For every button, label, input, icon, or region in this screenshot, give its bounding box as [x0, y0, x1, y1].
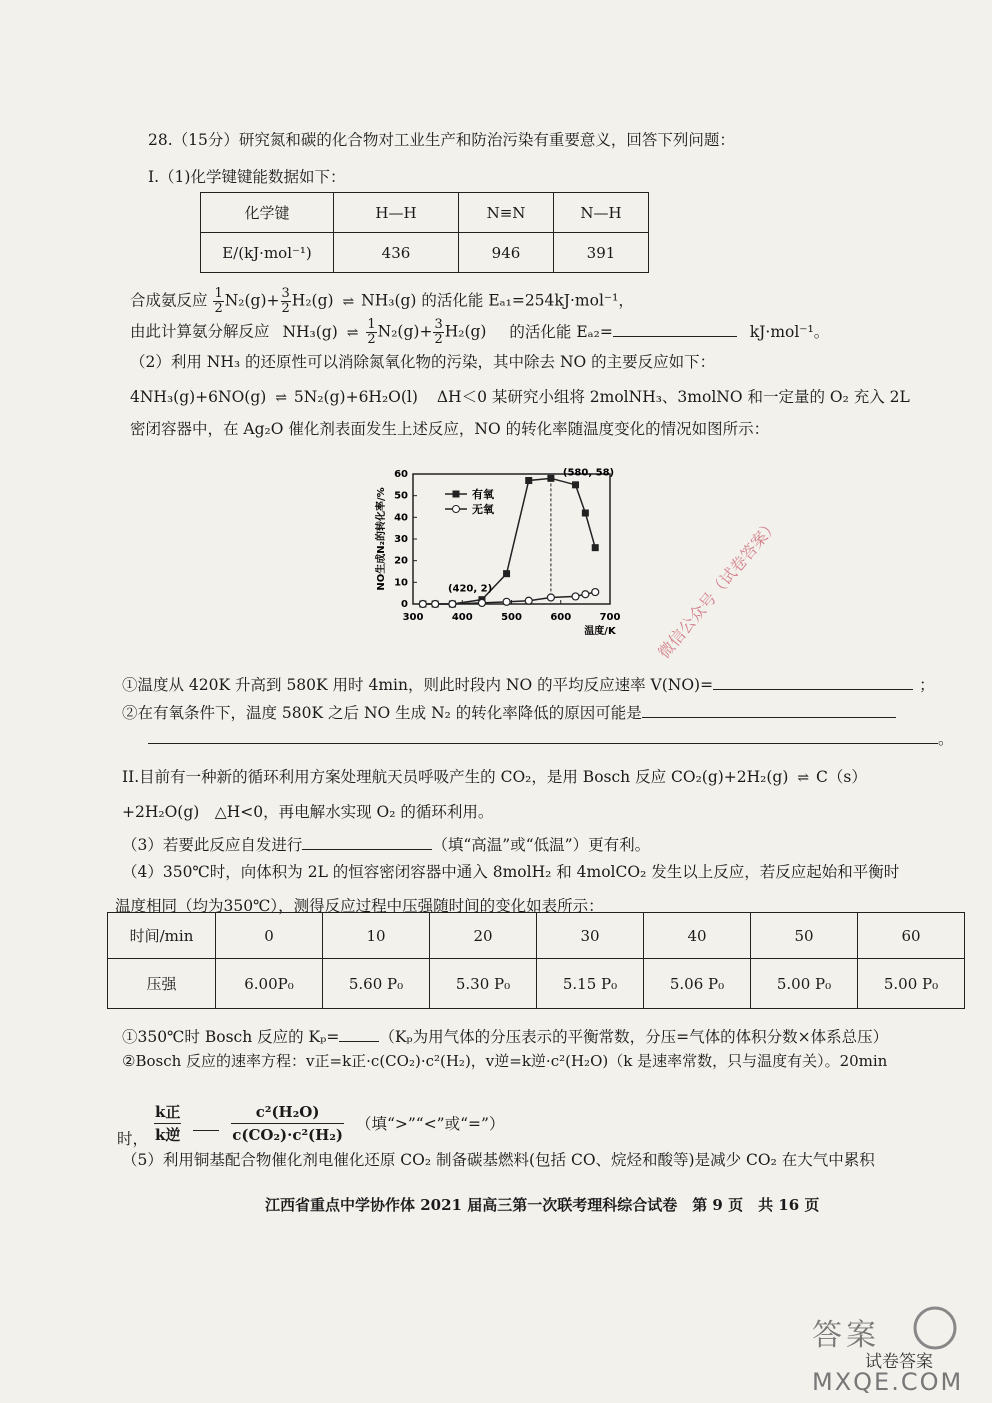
q2-line3: 密闭容器中，在 Ag₂O 催化剂表面发生上述反应，NO 的转化率随温度变化的情况如图所示： [130, 420, 770, 438]
data-point-circle [432, 601, 439, 608]
time-cell: 10 [323, 913, 430, 959]
q4-sub1: ①350℃时 Bosch 反应的 Kₚ= （Kₚ为用气体的分压表示的平衡常数，分压=气体的体积分数×体系总压） [122, 1028, 889, 1046]
q5-line: （5）利用铜基配合物催化剂电催化还原 CO₂ 制备碳基燃料(包括 CO、烷烃和酸等)是减少 CO₂ 在大气中累积 [122, 1151, 875, 1169]
chart-svg [370, 462, 630, 652]
watermark-text: 微信公众号（试卷答案） [654, 515, 782, 663]
time-cell: 60 [858, 913, 965, 959]
y-tick-label: 0 [401, 599, 408, 610]
part2-line2: +2H₂O(g) △H<0，再电解水实现 O₂ 的循环利用。 [122, 803, 494, 821]
pressure-cell: 5.00 P₀ [751, 959, 858, 1009]
pressure-cell: 5.00 P₀ [858, 959, 965, 1009]
x-axis-label: 温度/K [584, 626, 616, 637]
answer-blank-q3[interactable] [302, 835, 432, 850]
data-point-square [592, 544, 599, 551]
bond-header-3: N—H [554, 193, 649, 233]
legend-label: 有氧 [472, 488, 494, 501]
q2-line1: （2）利用 NH₃ 的还原性可以消除氮氧化物的污染，其中除去 NO 的主要反应如下： [130, 353, 716, 371]
logo-line1: 答案 [812, 1318, 880, 1353]
equilibrium-arrow-icon: ⇌ [346, 324, 357, 341]
q4-sub2: ②Bosch 反应的速率方程：v正=k正·c(CO₂)·c²(H₂)，v逆=k逆·c²(H₂O)（k 是速率常数，只与温度有关）。20min [122, 1052, 888, 1070]
logo-line2: 试卷答案 [865, 1352, 933, 1372]
x-tick-label: 300 [402, 612, 424, 623]
pressure-cell: 5.15 P₀ [537, 959, 644, 1009]
data-point-circle [592, 589, 599, 596]
answer-blank-ea2[interactable] [613, 322, 737, 337]
data-point-circle [478, 599, 485, 606]
k-ratio-fraction: $\frac{\text{k正}}{\text{k逆}}$ [154, 1102, 181, 1144]
data-point-square [582, 510, 589, 517]
data-point-circle [503, 598, 510, 605]
data-point-circle [547, 594, 554, 601]
y-tick-label: 50 [394, 490, 408, 502]
time-cell: 30 [537, 913, 644, 959]
annotation: (580, 58) [562, 467, 615, 479]
equilibrium-arrow-icon: ⇌ [342, 293, 353, 310]
answer-blank-kp[interactable] [339, 1027, 379, 1042]
bond-row-label: E/(kJ·mol⁻¹) [201, 233, 334, 273]
pressure-cell: 5.30 P₀ [430, 959, 537, 1009]
pressure-cell: 6.00P₀ [216, 959, 323, 1009]
bond-header-0: 化学键 [201, 193, 334, 233]
x-tick-label: 500 [501, 612, 522, 623]
q2-equation-line: 4NH₃(g)+6NO(g) ⇌ 5N₂(g)+6H₂O(l) ΔH＜0 某研究小组将 2molNH₃、3molNO 和一定量的 O₂ 充入 2L [130, 388, 910, 406]
data-point-circle [419, 601, 426, 608]
q3-line: （3）若要此反应自发进行 （填“高温”或“低温”）更有利。 [122, 836, 651, 854]
time-cell: 50 [751, 913, 858, 959]
plot-frame [413, 474, 610, 604]
fraction: $\frac{1}{2}$ [367, 317, 376, 347]
bond-energy-table [200, 192, 649, 273]
q2-sub2: ②在有氧条件下，温度 580K 之后 NO 生成 N₂ 的转化率降低的原因可能是 [122, 701, 896, 723]
answer-blank-compare[interactable] [193, 1116, 219, 1131]
data-point-circle [525, 597, 532, 604]
part2-line1: II.目前有一种新的循环利用方案处理航天员呼吸产生的 CO₂，是用 Bosch 反应 CO₂(g)+2H₂(g) ⇌ C（s） [122, 768, 867, 786]
q2-sub1: ①温度从 420K 升高到 580K 用时 4min，则此时段内 NO 的平均反应速率 V(NO)= ； [122, 676, 935, 694]
time-cell: 20 [430, 913, 537, 959]
answer-blank-reason-cont[interactable] [148, 729, 938, 744]
decomposition-line: 由此计算氨分解反应 NH₃(g) ⇌ $\frac{1}{2}$ N₂(g)+ $\frac{3}{2}$ H₂(g) 的活化能 Eₐ₂= kJ·mol⁻¹。 [130, 317, 830, 347]
equilibrium-arrow-icon: ⇌ [797, 770, 808, 786]
conversion-chart [370, 462, 630, 652]
time-cell: 0 [216, 913, 323, 959]
synthesis-line: 合成氨反应 $\frac{1}{2}$ N₂(g)+ $\frac{3}{2}$ H₂(g) ⇌ NH₃(g) 的活化能 Eₐ₁=254kJ·mol⁻¹， [130, 286, 634, 316]
data-point-circle [582, 591, 589, 598]
data-point-circle [449, 601, 456, 608]
bond-value-0: 436 [334, 233, 459, 273]
concentration-fraction: $\frac{\text{c²(H₂O)}}{\text{c(CO₂)·c²(H₂)}}$ [232, 1102, 343, 1144]
legend-label: 无氧 [472, 503, 494, 516]
q4-line1: （4）350℃时，向体积为 2L 的恒容密闭容器中通入 8molH₂ 和 4molCO₂ 发生以上反应，若反应起始和平衡时 [122, 863, 900, 881]
x-tick-label: 700 [599, 612, 621, 623]
pressure-cell: 5.60 P₀ [323, 959, 430, 1009]
legend-marker [453, 491, 460, 498]
legend-marker [453, 506, 460, 513]
bond-header-1: H—H [334, 193, 459, 233]
equilibrium-arrow-icon: ⇌ [275, 390, 285, 406]
data-point-circle [572, 593, 579, 600]
y-tick-label: 10 [394, 577, 408, 589]
answer-blank-rate[interactable] [713, 675, 913, 690]
fraction: $\frac{1}{2}$ [214, 286, 223, 316]
annotation: (420, 2) [447, 583, 493, 595]
fraction: $\frac{3}{2}$ [281, 286, 290, 316]
pressure-label: 压强 [108, 959, 216, 1009]
logo-line3: MXQE.COM [812, 1368, 964, 1396]
data-point-square [547, 475, 554, 482]
time-cell: 40 [644, 913, 751, 959]
y-axis-label: NO生成N₂的转化率/% [376, 487, 387, 591]
bond-header-2: N≡N [459, 193, 554, 233]
data-point-square [525, 477, 532, 484]
pressure-cell: 5.06 P₀ [644, 959, 751, 1009]
q2-sub2-cont: 。 [148, 727, 954, 749]
q4-sub2-compare: 时， $\frac{\text{k正}}{\text{k逆}}$ $\frac{\text{c²(H₂O)}}{\text{c(CO₂)·c²(H₂)}}$ （填“>”“<”或“=”） [117, 1102, 505, 1148]
bond-value-1: 946 [459, 233, 554, 273]
q4-line2: 温度相同（均为350℃），测得反应过程中压强随时间的变化如表所示： [115, 897, 604, 915]
y-tick-label: 60 [394, 469, 408, 480]
time-label: 时间/min [108, 913, 216, 959]
data-point-square [572, 481, 579, 488]
part1-intro: I.（1)化学键键能数据如下： [148, 168, 346, 186]
y-tick-label: 20 [394, 555, 408, 567]
fraction: $\frac{3}{2}$ [434, 317, 443, 347]
y-tick-label: 30 [394, 534, 408, 545]
pressure-table [107, 912, 965, 1009]
page-footer: 江西省重点中学协作体 2021 届高三第一次联考理科综合试卷 第 9 页 共 16 页 [265, 1196, 820, 1214]
data-point-square [503, 570, 510, 577]
y-tick-label: 40 [394, 512, 408, 524]
x-tick-label: 400 [451, 612, 473, 623]
answer-blank-reason[interactable] [642, 703, 896, 718]
x-tick-label: 600 [550, 612, 572, 623]
question-title: 28.（15分）研究氮和碳的化合物对工业生产和防治污染有重要意义，回答下列问题： [148, 131, 735, 149]
bond-value-2: 391 [554, 233, 649, 273]
